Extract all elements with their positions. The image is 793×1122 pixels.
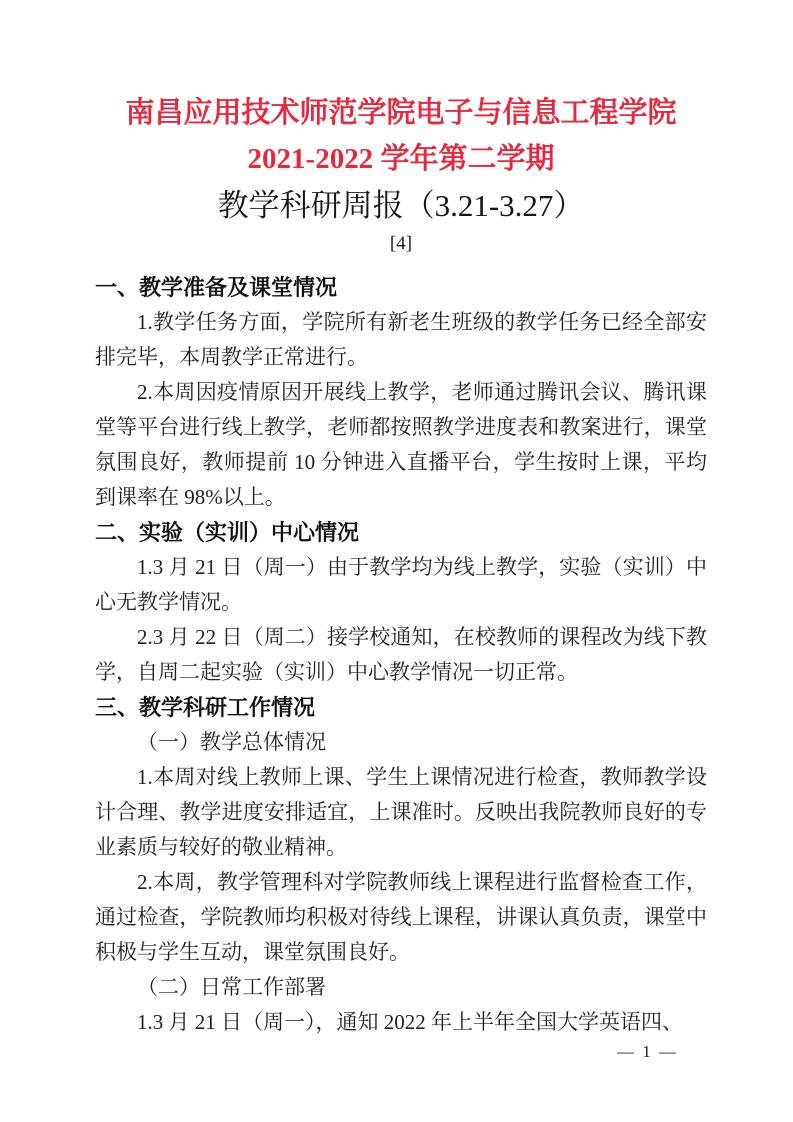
paragraph: 2.3 月 22 日（周二）接学校通知，在校教师的课程改为线下教学，自周二起实验（实训）中心教学情况一切正常。 <box>95 625 707 684</box>
page-number: — 1 — <box>617 1042 678 1061</box>
paragraph: 1.3 月 21 日（周一）由于教学均为线上教学，实验（实训）中心无教学情况。 <box>95 555 707 614</box>
paragraph: 1.教学任务方面，学院所有新老生班级的教学任务已经全部安排完毕，本周教学正常进行。 <box>95 310 707 369</box>
subsection-heading-overall-teaching: （一）教学总体情况 <box>137 730 326 754</box>
document-header <box>95 90 707 258</box>
paragraph: 1.本周对线上教师上课、学生上课情况进行检查，教师教学设计合理、教学进度安排适宜，上课准时。反映出我院教师良好的专业素质与较好的敬业精神。 <box>95 765 707 859</box>
section-heading-lab-center: 二、实验（实训）中心情况 <box>95 520 360 545</box>
paragraph: 2.本周，教学管理科对学院教师线上课程进行监督检查工作，通过检查，学院教师均积极对待线上课程，讲课认真负责，课堂中积极与学生互动，课堂氛围良好。 <box>95 870 707 964</box>
issue-number: [4] <box>389 233 413 254</box>
section-heading-teaching-preparation: 一、教学准备及课堂情况 <box>95 275 338 300</box>
school-title: 南昌应用技术师范学院电子与信息工程学院 <box>125 97 677 129</box>
document-body <box>95 270 707 1040</box>
semester-title: 2021-2022 学年第二学期 <box>247 143 555 175</box>
report-title: 教学科研周报（3.21-3.27） <box>217 188 585 223</box>
paragraph: 1.3 月 21 日（周一），通知 2022 年上半年全国大学英语四、 <box>137 1010 683 1034</box>
subsection-heading-daily-work: （二）日常工作部署 <box>137 975 326 999</box>
section-heading-teaching-research: 三、教学科研工作情况 <box>95 695 316 720</box>
paragraph: 2.本周因疫情原因开展线上教学，老师通过腾讯会议、腾讯课堂等平台进行线上教学，老师都按照教学进度表和教案进行，课堂氛围良好，教师提前 10 分钟进入直播平台，学生按时上课，平均到课率在 98%以上。 <box>95 380 707 509</box>
